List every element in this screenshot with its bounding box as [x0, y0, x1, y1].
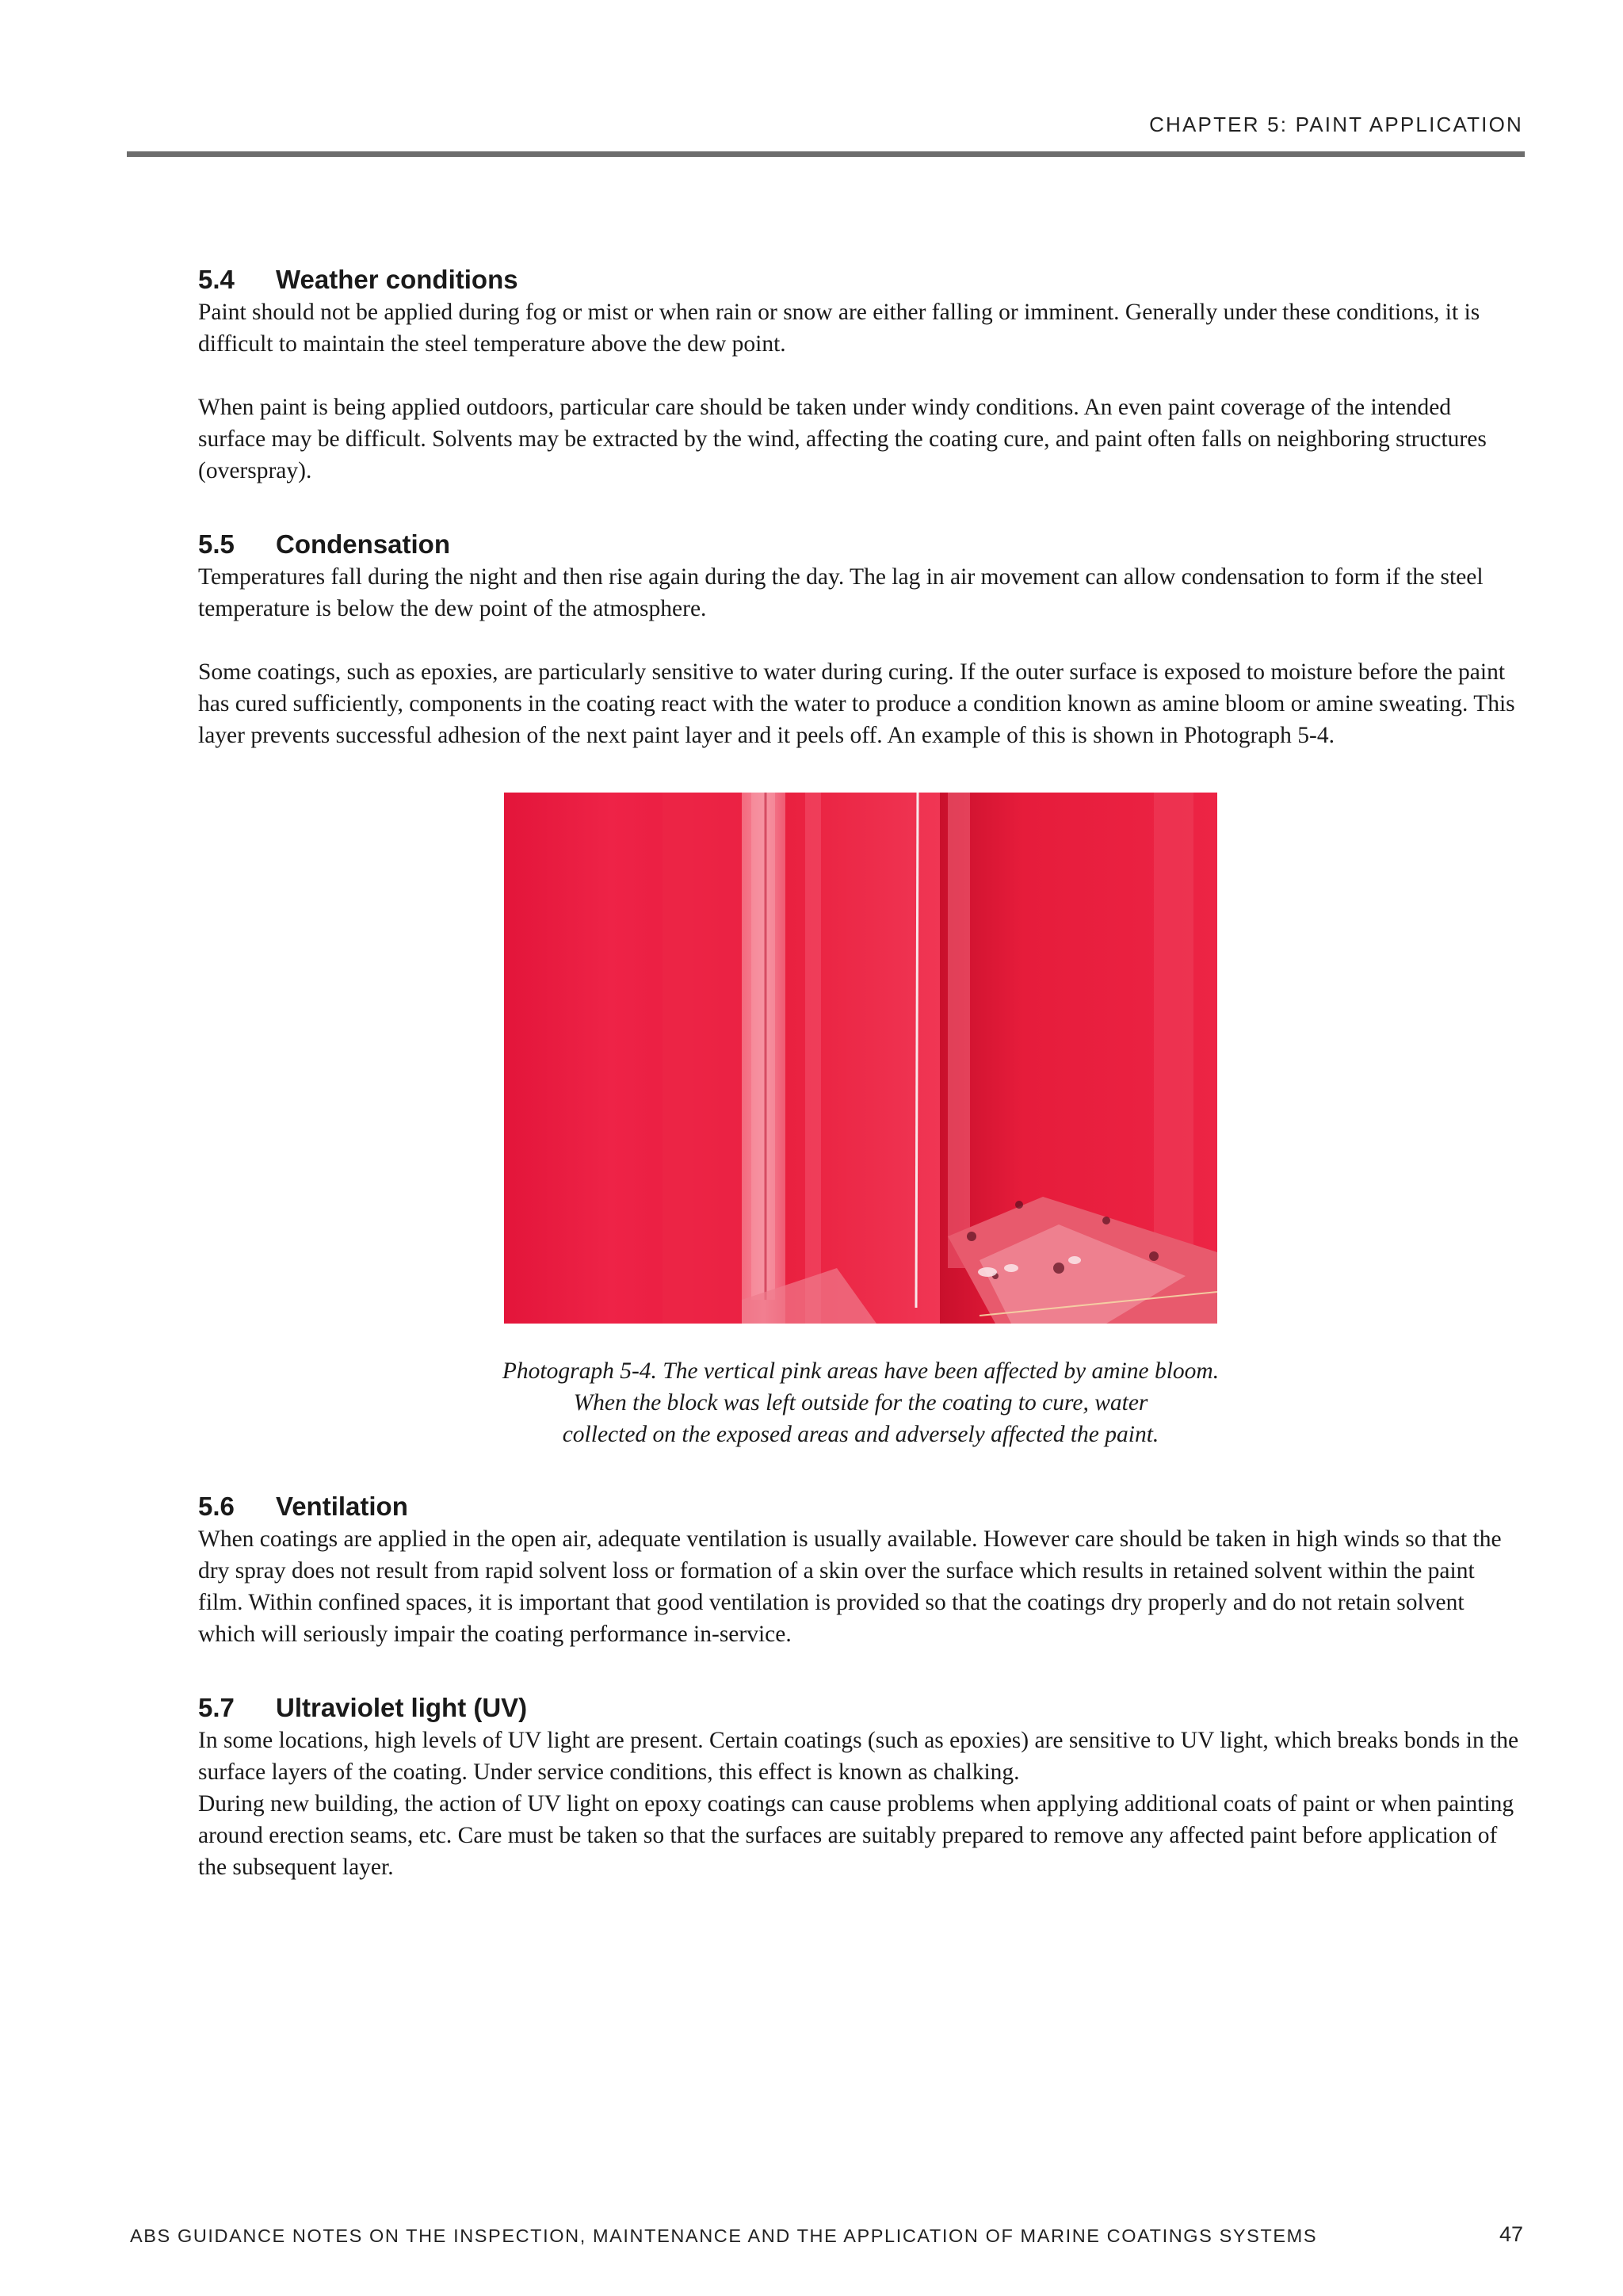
section-number: 5.6 [198, 1492, 235, 1521]
section-5-5 [198, 528, 1523, 751]
photograph-5-4 [198, 793, 1523, 1331]
section-title: Weather conditions [276, 265, 518, 294]
section-5-4 [198, 263, 1523, 487]
section-heading [198, 263, 1523, 296]
section-heading [198, 528, 1523, 561]
header-rule [127, 151, 1525, 157]
section-heading [198, 1691, 1523, 1725]
page-number: 47 [1499, 2222, 1523, 2246]
section-5-6 [198, 1490, 1523, 1650]
section-number: 5.4 [198, 265, 235, 294]
section-title: Condensation [276, 529, 450, 559]
section-number: 5.7 [198, 1693, 235, 1722]
paragraph: Some coatings, such as epoxies, are particularly sensitive to water during curing. If the outer surface is exposed to moisture before the paint has cured sufficiently, components in the coating react with the water to produce a condition known as amine bloom or amine sweating. This layer prevents successful adhesion of the next paint layer and it peels off. An example of this is shown in Photograph 5-4. [198, 659, 1515, 748]
section-title: Ultraviolet light (UV) [276, 1693, 528, 1722]
section-number: 5.5 [198, 529, 235, 559]
paragraph: During new building, the action of UV light on epoxy coatings can cause problems when applying additional coats of paint or when painting around erection seams, etc. Care must be taken so that the surfaces are suitably prepared to remove any affected paint before application of the subsequent layer. [198, 1791, 1514, 1880]
paragraph: Temperatures fall during the night and then rise again during the day. The lag in air movement can allow condensation to form if the steel temperature is below the dew point of the atmosphere. [198, 564, 1484, 621]
section-5-7 [198, 1691, 1523, 1883]
footer-publication-title: ABS GUIDANCE NOTES ON THE INSPECTION, MAINTENANCE AND THE APPLICATION OF MARINE COATINGS SYSTEMS [130, 2225, 1318, 2246]
figure-caption [198, 1355, 1523, 1450]
paragraph: When coatings are applied in the open air, adequate ventilation is usually available. However care should be taken in high winds so that the dry spray does not result from rapid solvent loss or formation of a skin over the surface which results in retained solvent within the paint film. Within confined spaces, it is important that good ventilation is provided so that the coatings dry properly and do not retain solvent which will seriously impair the coating performance in-service. [198, 1526, 1502, 1647]
section-heading [198, 1490, 1523, 1523]
amine-bloom-photo [504, 793, 1217, 1324]
paragraph: In some locations, high levels of UV light are present. Certain coatings (such as epoxies) are sensitive to UV light, which breaks bonds in the surface layers of the coating. Under service conditions, this effect is known as chalking. [198, 1728, 1519, 1785]
running-header: CHAPTER 5: PAINT APPLICATION [1149, 113, 1523, 136]
page-content [198, 263, 1523, 1883]
caption-line: Photograph 5-4. The vertical pink areas have been affected by amine bloom. [502, 1358, 1220, 1384]
paragraph: When paint is being applied outdoors, particular care should be taken under windy conditions. An even paint coverage of the intended surface may be difficult. Solvents may be extracted by the wind, affecting the coating cure, and paint often falls on neighboring structures (overspray). [198, 395, 1487, 483]
paragraph: Paint should not be applied during fog or mist or when rain or snow are either falling or imminent. Generally under these conditions, it is difficult to maintain the steel temperature above the dew point. [198, 300, 1480, 357]
section-title: Ventilation [276, 1492, 408, 1521]
caption-line: When the block was left outside for the coating to cure, water [573, 1390, 1148, 1415]
caption-line: collected on the exposed areas and adversely affected the paint. [562, 1422, 1159, 1447]
